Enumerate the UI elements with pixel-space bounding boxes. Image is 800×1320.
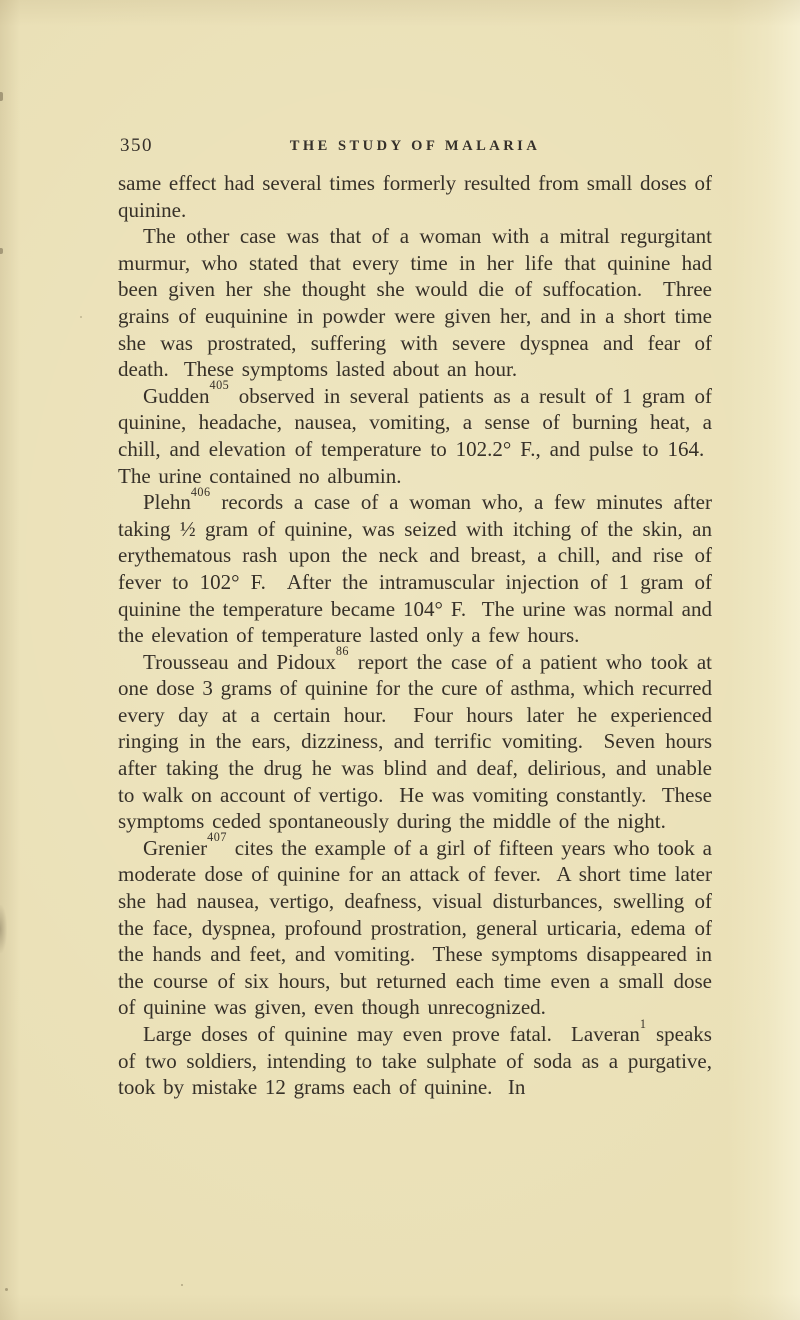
page-text: [118, 170, 712, 1101]
paper-speck: [80, 316, 82, 318]
running-header: THE STUDY OF MALARIA: [289, 138, 541, 154]
paragraph: Plehn$^{406}$ records a case of a woman who, a few minutes after taking ½ gram of quinine, was seized with itching of the skin, an erythematous rash upon the neck and breast, a chill, and rise of fever to 102° F. After the intramuscular injection of 1 gram of quinine the temperature became 104° F. The urine was normal and the elevation of temperature lasted only a few hours.: [118, 484, 712, 648]
paragraph: Large doses of quinine may even prove fatal. Laveran$^1$ speaks of two soldiers, intending to take sulphate of soda as a purgative, took by mistake 12 grams each of quinine. In: [118, 1016, 712, 1100]
paragraph: Grenier$^{407}$ cites the example of a girl of fifteen years who took a moderate dose of quinine for an attack of fever. A short time later she had nausea, vertigo, deafness, visual disturbances, swelling of the face, dyspnea, profound prostration, general urticaria, edema of the hands and feet, and vomiting. These symptoms disappeared in the course of six hours, but returned each time even a small dose of quinine was given, even though unrecognized.: [118, 830, 712, 1020]
paragraph: The other case was that of a woman with a mitral regurgitant murmur, who stated that every time in her life that quinine had been given her she thought she would die of suffocation. Three grains of euquinine in powder were given her, and in a short time she was prostrated, suffering with severe dyspnea and fear of death. These symptoms lasted about an hour.: [118, 224, 712, 382]
paper-edge-smudge: [0, 905, 7, 953]
footnote-reference: 405: [209, 378, 230, 393]
paper-edge-nick: [0, 92, 3, 101]
footnote-reference: 86: [335, 644, 350, 659]
paragraph: same effect had several times formerly resulted from small doses of quinine.: [118, 171, 712, 222]
paragraph: Trousseau and Pidoux$^{86}$ report the case of a patient who took at one dose 3 grams of quinine for the cure of asthma, which recurred every day at a certain hour. Four hours later he experienced ringing in the ears, dizziness, and terrific vomiting. Seven hours after taking the drug he was blind and deaf, delirious, and unable to walk on account of vertigo. He was vomiting constantly. These symptoms ceded spontaneously during the middle of the night.: [118, 644, 713, 834]
page-number: 350: [120, 135, 153, 156]
footnote-reference: 407: [207, 830, 227, 845]
footnote-reference: 1: [639, 1016, 647, 1031]
paper-edge-nick: [0, 248, 3, 254]
footnote-reference: 406: [190, 484, 211, 499]
page-header: [118, 136, 712, 160]
paragraph: Gudden$^{405}$ observed in several patients as a result of 1 gram of quinine, headache, nausea, vomiting, a sense of burning heat, a chill, and elevation of temperature to 102.2° F., and pulse to 164. The urine contained no albumin.: [118, 378, 712, 488]
paper-speck: [181, 1284, 183, 1286]
paper-speck: [5, 1288, 8, 1291]
